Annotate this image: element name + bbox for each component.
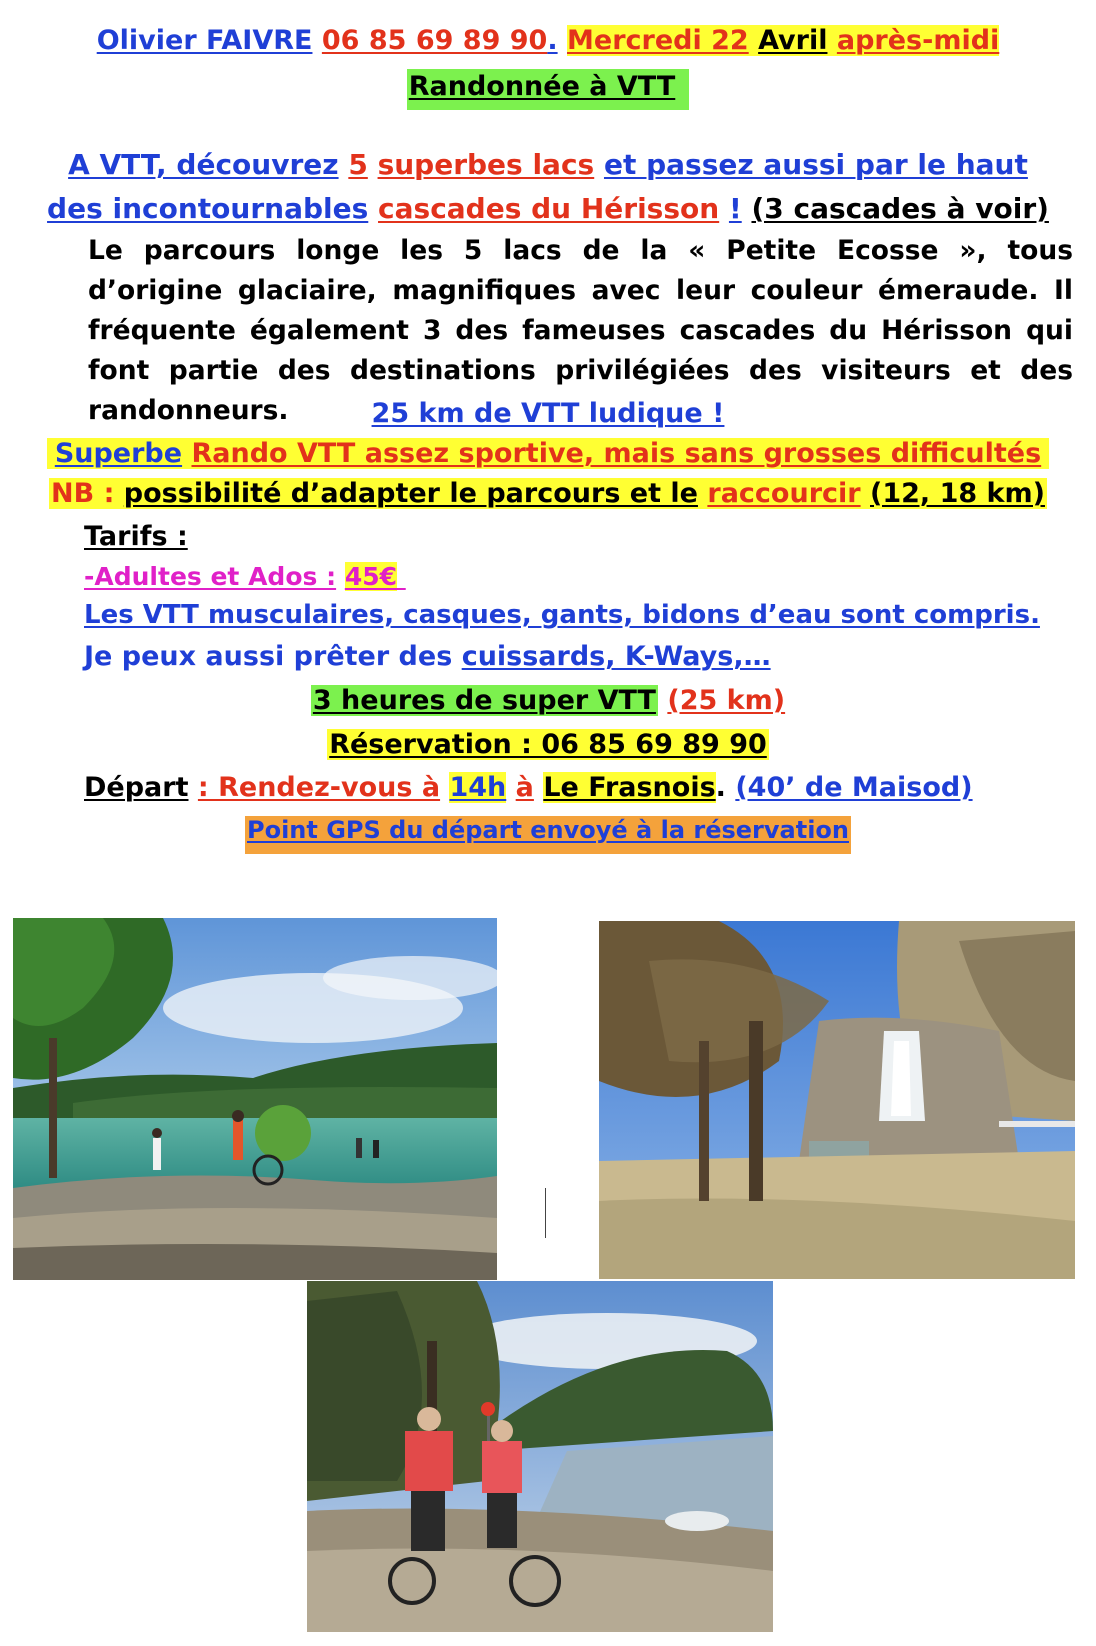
- depart-place: Le Frasnois: [543, 772, 716, 803]
- intro-line-1: [0, 148, 1096, 182]
- tarifs-heading: Tarifs :: [84, 521, 188, 552]
- cyclists-photo: [307, 1281, 773, 1632]
- nb-line: [0, 477, 1096, 511]
- depart-label: Départ: [84, 772, 189, 803]
- tarifs-lend-line: [84, 640, 771, 674]
- sportive-line: [0, 437, 1096, 471]
- tarifs-lend-items: cuissards, K-Ways,…: [461, 641, 771, 672]
- tarifs-adults-label: -Adultes et Ados :: [84, 562, 337, 591]
- intro-lakes: superbes lacs: [377, 148, 595, 181]
- intro-lakes-count: 5: [348, 148, 368, 181]
- distance-text: 25 km de VTT ludique !: [371, 398, 725, 429]
- intro-text-a: A VTT, découvrez: [68, 148, 339, 181]
- page-title: Randonnée à VTT: [407, 69, 690, 110]
- tarifs-included-line: [84, 598, 1040, 632]
- title-line: [0, 70, 1096, 104]
- header-dot: .: [547, 25, 558, 56]
- tarifs-lend-text: Je peux aussi prêter des: [84, 641, 453, 672]
- tarifs-included: Les VTT musculaires, casques, gants, bidons d’eau sont compris.: [84, 600, 1040, 630]
- description-paragraph: Le parcours longe les 5 lacs de la « Petite Ecosse », tous d’origine glaciaire, magnifiques avec leur couleur émeraude. Il fréquente également 3 des fameuses cascades du Hérisson qui font partie des destinations privilégiées des visiteurs et des randonneurs.: [88, 235, 1073, 426]
- nb-shorten: raccourcir: [707, 478, 861, 509]
- reservation-line: [0, 728, 1096, 762]
- intro-text-c: des incontournables: [47, 192, 369, 225]
- intro-line-2: [0, 192, 1096, 226]
- duration-text: 3 heures de super VTT: [312, 685, 656, 716]
- tarifs-price: 45€: [344, 562, 397, 591]
- depart-dot: .: [715, 772, 726, 803]
- gps-text: Point GPS du départ envoyé à la réservation: [245, 816, 851, 854]
- event-period: après-midi: [836, 25, 1000, 56]
- sportive-text: Rando VTT assez sportive, mais sans grosses difficultés: [191, 438, 1042, 469]
- text-cursor: [545, 1188, 546, 1238]
- intro-text-b: et passez aussi par le haut: [603, 148, 1028, 181]
- nb-label: NB :: [51, 478, 115, 509]
- tarifs-adults-line: [84, 560, 406, 594]
- nb-distances: (12, 18 km): [870, 478, 1045, 509]
- depart-line: [84, 771, 973, 805]
- gps-line: [0, 813, 1096, 847]
- depart-a: à: [515, 772, 534, 803]
- header-line: [0, 24, 1096, 58]
- intro-exclamation: !: [728, 192, 742, 225]
- depart-rendezvous: : Rendez-vous à: [197, 772, 441, 803]
- event-month: Avril: [758, 25, 828, 56]
- intro-cascades-count: (3 cascades à voir): [751, 192, 1049, 225]
- lake-photo: [13, 918, 497, 1280]
- tarifs-heading-line: [84, 520, 188, 554]
- intro-cascades: cascades du Hérisson: [378, 192, 720, 225]
- organizer-phone[interactable]: 06 85 69 89 90: [321, 25, 548, 56]
- waterfall-photo: [599, 921, 1075, 1279]
- event-day: Mercredi 22: [567, 25, 749, 56]
- organizer-name: Olivier FAIVRE: [96, 25, 313, 56]
- sportive-superbe: Superbe: [54, 438, 183, 469]
- distance-line: [0, 397, 1096, 431]
- depart-distance: (40’ de Maisod): [735, 772, 973, 803]
- depart-time: 14h: [449, 772, 507, 803]
- nb-text: possibilité d’adapter le parcours et le: [123, 478, 698, 509]
- duration-km: (25 km): [667, 685, 786, 716]
- reservation-text[interactable]: Réservation : 06 85 69 89 90: [329, 729, 767, 760]
- duration-line: [0, 684, 1096, 718]
